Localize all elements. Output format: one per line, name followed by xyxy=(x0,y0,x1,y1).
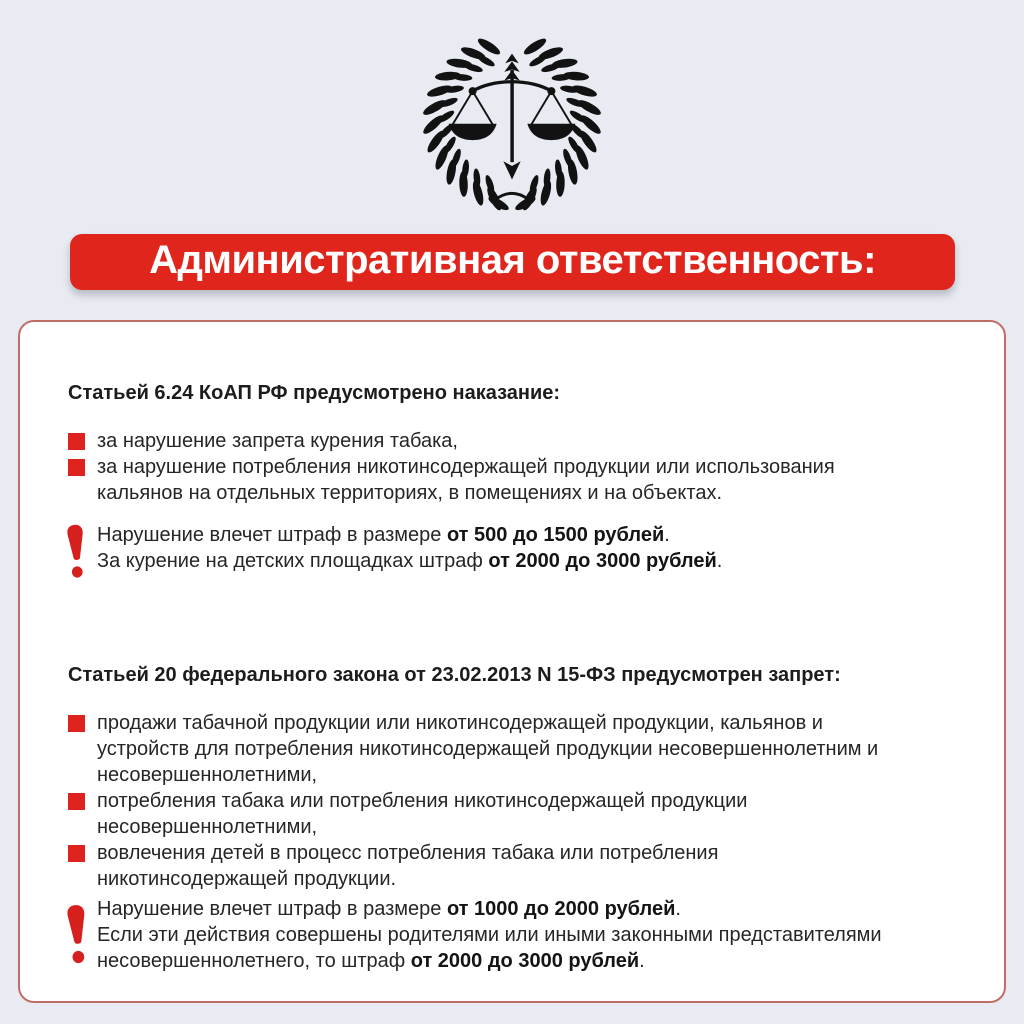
warning-text-normal: . xyxy=(675,898,681,920)
exclamation-icon xyxy=(62,896,90,976)
list-item xyxy=(68,710,958,788)
warning-line xyxy=(97,896,909,922)
warning-line xyxy=(97,548,722,574)
bullet-list xyxy=(68,710,958,892)
exclamation-icon xyxy=(63,522,90,584)
warning-text-normal: . xyxy=(639,950,645,972)
warning-line xyxy=(97,922,909,974)
warning-line xyxy=(97,522,722,548)
list-item xyxy=(68,840,958,892)
red-square-bullet-icon xyxy=(68,433,85,450)
warning-text-normal: За курение на детских площадках штраф xyxy=(97,550,489,572)
warning-text-normal: . xyxy=(716,550,723,572)
list-item-text: продажи табачной продукции или никотинсодержащей продукции, кальянов и устройств для потребления никотинсодержащей продукции несовершеннолетним и несовершеннолетними, xyxy=(97,712,879,786)
scales-laurel-icon xyxy=(416,22,608,214)
list-item-text: потребления табака или потребления никотинсодержащей продукции несовершеннолетними, xyxy=(97,790,748,838)
content-card xyxy=(18,320,1006,1003)
warning-text-normal: . xyxy=(664,524,670,546)
section-fz-15 xyxy=(68,662,958,976)
warning-text-normal: Нарушение влечет штраф в размере xyxy=(97,898,447,920)
warning-text-normal: Если эти действия совершены родителями или иными законными представителями несовершеннолетнего, то штраф xyxy=(97,924,882,972)
fine-amount: от 2000 до 3000 рублей xyxy=(410,950,640,972)
list-item-text: вовлечения детей в процесс потребления табака или потребления никотинсодержащей продукции. xyxy=(97,842,719,890)
section-koap-6-24 xyxy=(68,380,958,584)
warning-text-normal: Нарушение влечет штраф в размере xyxy=(97,524,447,546)
fine-amount: от 500 до 1500 рублей xyxy=(446,524,665,546)
red-square-bullet-icon xyxy=(68,793,85,810)
warning-block xyxy=(68,522,958,584)
title-banner xyxy=(70,234,955,290)
bullet-list xyxy=(68,428,958,506)
fine-amount: от 1000 до 2000 рублей xyxy=(446,898,676,920)
fine-amount: от 2000 до 3000 рублей xyxy=(488,550,717,572)
warning-block xyxy=(68,896,958,976)
red-square-bullet-icon xyxy=(68,459,85,476)
section-heading: Статьей 6.24 КоАП РФ предусмотрено наказание: xyxy=(68,382,561,404)
warning-text xyxy=(97,522,722,574)
list-item xyxy=(68,788,958,840)
list-item xyxy=(68,428,958,454)
page-title: Административная ответственность: xyxy=(149,238,876,282)
list-item-text: за нарушение потребления никотинсодержащей продукции или использования кальянов на отдельных территориях, в помещениях и на объектах. xyxy=(97,456,835,504)
justice-scales-laurel-logo xyxy=(416,22,608,214)
red-square-bullet-icon xyxy=(68,845,85,862)
list-item-text: за нарушение запрета курения табака, xyxy=(97,430,458,452)
red-square-bullet-icon xyxy=(68,715,85,732)
list-item xyxy=(68,454,958,506)
warning-text xyxy=(97,896,909,974)
section-heading: Статьей 20 федерального закона от 23.02.2013 N 15-ФЗ предусмотрен запрет: xyxy=(68,664,841,686)
